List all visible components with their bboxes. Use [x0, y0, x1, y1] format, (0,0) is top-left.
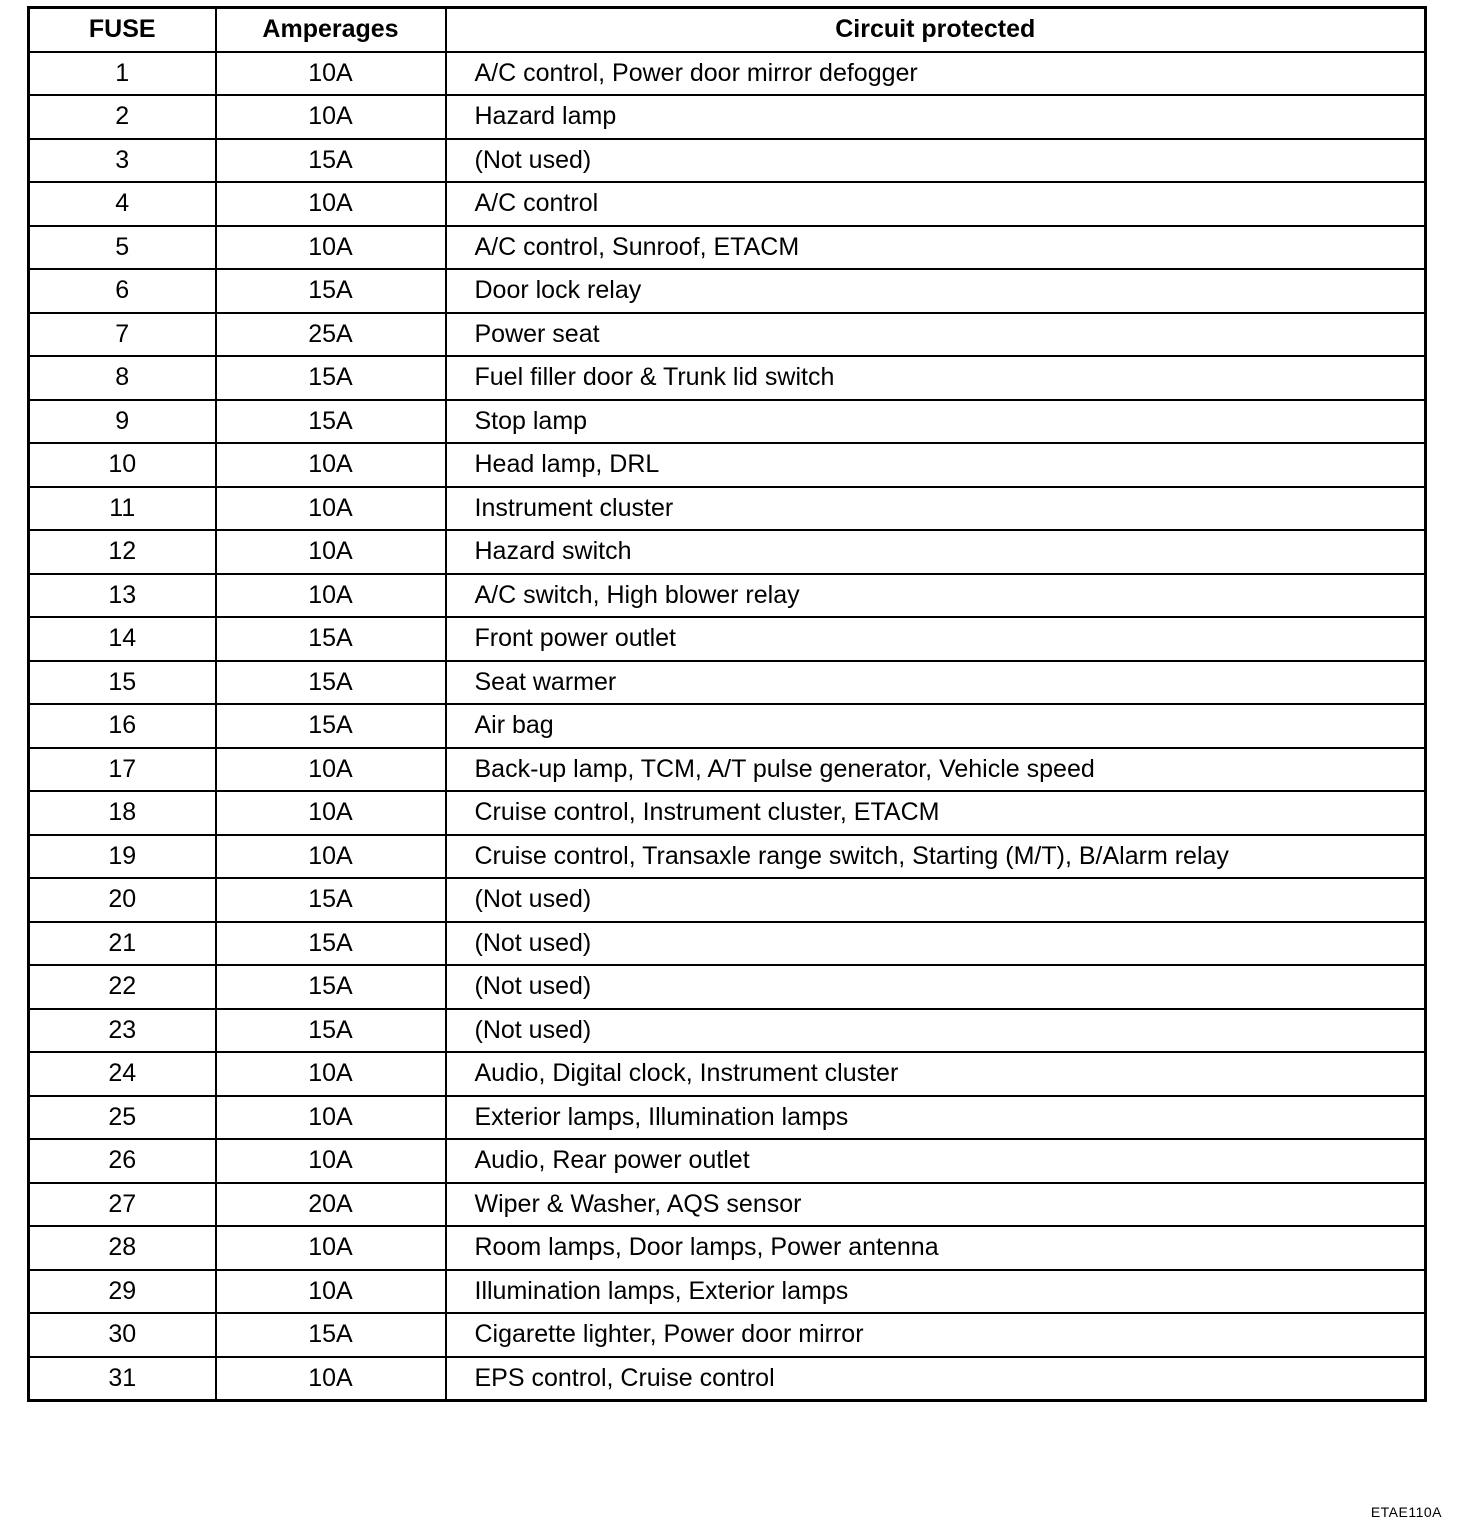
fuse-number-cell: 16 [29, 704, 216, 748]
circuit-cell: Head lamp, DRL [446, 443, 1426, 487]
fuse-number-cell: 18 [29, 791, 216, 835]
amperage-cell: 10A [216, 226, 446, 270]
fuse-number-cell: 8 [29, 356, 216, 400]
amperage-cell: 25A [216, 313, 446, 357]
fuse-number-cell: 17 [29, 748, 216, 792]
circuit-cell: A/C control, Sunroof, ETACM [446, 226, 1426, 270]
header-amperages: Amperages [216, 8, 446, 52]
circuit-cell: (Not used) [446, 965, 1426, 1009]
circuit-cell: Door lock relay [446, 269, 1426, 313]
circuit-cell: Hazard lamp [446, 95, 1426, 139]
amperage-cell: 20A [216, 1183, 446, 1227]
fuse-number-cell: 4 [29, 182, 216, 226]
amperage-cell: 10A [216, 574, 446, 618]
circuit-cell: Instrument cluster [446, 487, 1426, 531]
amperage-cell: 10A [216, 52, 446, 96]
fuse-number-cell: 27 [29, 1183, 216, 1227]
amperage-cell: 10A [216, 530, 446, 574]
circuit-cell: Back-up lamp, TCM, A/T pulse generator, Vehicle speed [446, 748, 1426, 792]
table-row [29, 661, 1426, 705]
circuit-cell: A/C switch, High blower relay [446, 574, 1426, 618]
amperage-cell: 15A [216, 922, 446, 966]
table-row [29, 1139, 1426, 1183]
table-row [29, 52, 1426, 96]
circuit-cell: Exterior lamps, Illumination lamps [446, 1096, 1426, 1140]
table-row [29, 835, 1426, 879]
table-row [29, 443, 1426, 487]
circuit-cell: EPS control, Cruise control [446, 1357, 1426, 1401]
fuse-number-cell: 29 [29, 1270, 216, 1314]
circuit-cell: A/C control, Power door mirror defogger [446, 52, 1426, 96]
circuit-cell: Illumination lamps, Exterior lamps [446, 1270, 1426, 1314]
table-row [29, 1357, 1426, 1401]
amperage-cell: 15A [216, 661, 446, 705]
fuse-number-cell: 15 [29, 661, 216, 705]
table-row [29, 791, 1426, 835]
table-row [29, 530, 1426, 574]
circuit-cell: Cigarette lighter, Power door mirror [446, 1313, 1426, 1357]
fuse-number-cell: 5 [29, 226, 216, 270]
fuse-number-cell: 31 [29, 1357, 216, 1401]
table-row [29, 1052, 1426, 1096]
circuit-cell: A/C control [446, 182, 1426, 226]
header-row [29, 8, 1426, 52]
table-row [29, 95, 1426, 139]
fuse-number-cell: 6 [29, 269, 216, 313]
circuit-cell: Stop lamp [446, 400, 1426, 444]
fuse-number-cell: 26 [29, 1139, 216, 1183]
amperage-cell: 15A [216, 617, 446, 661]
fuse-number-cell: 7 [29, 313, 216, 357]
amperage-cell: 10A [216, 1096, 446, 1140]
fuse-number-cell: 12 [29, 530, 216, 574]
fuse-number-cell: 11 [29, 487, 216, 531]
circuit-cell: Wiper & Washer, AQS sensor [446, 1183, 1426, 1227]
circuit-cell: (Not used) [446, 1009, 1426, 1053]
fuse-number-cell: 21 [29, 922, 216, 966]
table-row [29, 922, 1426, 966]
table-row [29, 574, 1426, 618]
table-row [29, 400, 1426, 444]
table-row [29, 1096, 1426, 1140]
circuit-cell: Front power outlet [446, 617, 1426, 661]
table-row [29, 1226, 1426, 1270]
fuse-number-cell: 28 [29, 1226, 216, 1270]
fuse-number-cell: 20 [29, 878, 216, 922]
fuse-number-cell: 24 [29, 1052, 216, 1096]
table-row [29, 704, 1426, 748]
amperage-cell: 10A [216, 1357, 446, 1401]
amperage-cell: 15A [216, 878, 446, 922]
table-row [29, 878, 1426, 922]
circuit-cell: Cruise control, Transaxle range switch, Starting (M/T), B/Alarm relay [446, 835, 1426, 879]
figure-code: ETAE110A [1370, 1504, 1442, 1520]
amperage-cell: 15A [216, 704, 446, 748]
table-row [29, 269, 1426, 313]
circuit-cell: Cruise control, Instrument cluster, ETACM [446, 791, 1426, 835]
table-row [29, 487, 1426, 531]
fuse-number-cell: 3 [29, 139, 216, 183]
fuse-number-cell: 10 [29, 443, 216, 487]
circuit-cell: Hazard switch [446, 530, 1426, 574]
fuse-number-cell: 25 [29, 1096, 216, 1140]
amperage-cell: 15A [216, 269, 446, 313]
table-row [29, 965, 1426, 1009]
circuit-cell: (Not used) [446, 878, 1426, 922]
fuse-table-body [29, 52, 1426, 1401]
fuse-number-cell: 14 [29, 617, 216, 661]
table-row [29, 313, 1426, 357]
header-fuse: FUSE [29, 8, 216, 52]
circuit-cell: Power seat [446, 313, 1426, 357]
table-row [29, 139, 1426, 183]
amperage-cell: 15A [216, 1009, 446, 1053]
amperage-cell: 15A [216, 139, 446, 183]
table-row [29, 1009, 1426, 1053]
fuse-table [27, 6, 1427, 1402]
amperage-cell: 15A [216, 400, 446, 444]
table-row [29, 1270, 1426, 1314]
amperage-cell: 10A [216, 835, 446, 879]
table-row [29, 617, 1426, 661]
fuse-number-cell: 30 [29, 1313, 216, 1357]
amperage-cell: 15A [216, 1313, 446, 1357]
amperage-cell: 10A [216, 1139, 446, 1183]
amperage-cell: 10A [216, 748, 446, 792]
amperage-cell: 10A [216, 95, 446, 139]
fuse-number-cell: 2 [29, 95, 216, 139]
table-row [29, 1183, 1426, 1227]
amperage-cell: 10A [216, 1052, 446, 1096]
amperage-cell: 10A [216, 182, 446, 226]
circuit-cell: Air bag [446, 704, 1426, 748]
fuse-number-cell: 23 [29, 1009, 216, 1053]
header-circuit-protected: Circuit protected [446, 8, 1426, 52]
circuit-cell: Audio, Digital clock, Instrument cluster [446, 1052, 1426, 1096]
fuse-number-cell: 9 [29, 400, 216, 444]
amperage-cell: 10A [216, 1226, 446, 1270]
table-row [29, 182, 1426, 226]
circuit-cell: Fuel filler door & Trunk lid switch [446, 356, 1426, 400]
amperage-cell: 10A [216, 1270, 446, 1314]
amperage-cell: 10A [216, 443, 446, 487]
amperage-cell: 10A [216, 791, 446, 835]
amperage-cell: 10A [216, 487, 446, 531]
table-row [29, 748, 1426, 792]
circuit-cell: Seat warmer [446, 661, 1426, 705]
circuit-cell: (Not used) [446, 139, 1426, 183]
table-row [29, 226, 1426, 270]
amperage-cell: 15A [216, 965, 446, 1009]
amperage-cell: 15A [216, 356, 446, 400]
circuit-cell: Audio, Rear power outlet [446, 1139, 1426, 1183]
circuit-cell: (Not used) [446, 922, 1426, 966]
circuit-cell: Room lamps, Door lamps, Power antenna [446, 1226, 1426, 1270]
fuse-number-cell: 19 [29, 835, 216, 879]
fuse-number-cell: 1 [29, 52, 216, 96]
table-row [29, 1313, 1426, 1357]
fuse-number-cell: 22 [29, 965, 216, 1009]
fuse-number-cell: 13 [29, 574, 216, 618]
table-row [29, 356, 1426, 400]
